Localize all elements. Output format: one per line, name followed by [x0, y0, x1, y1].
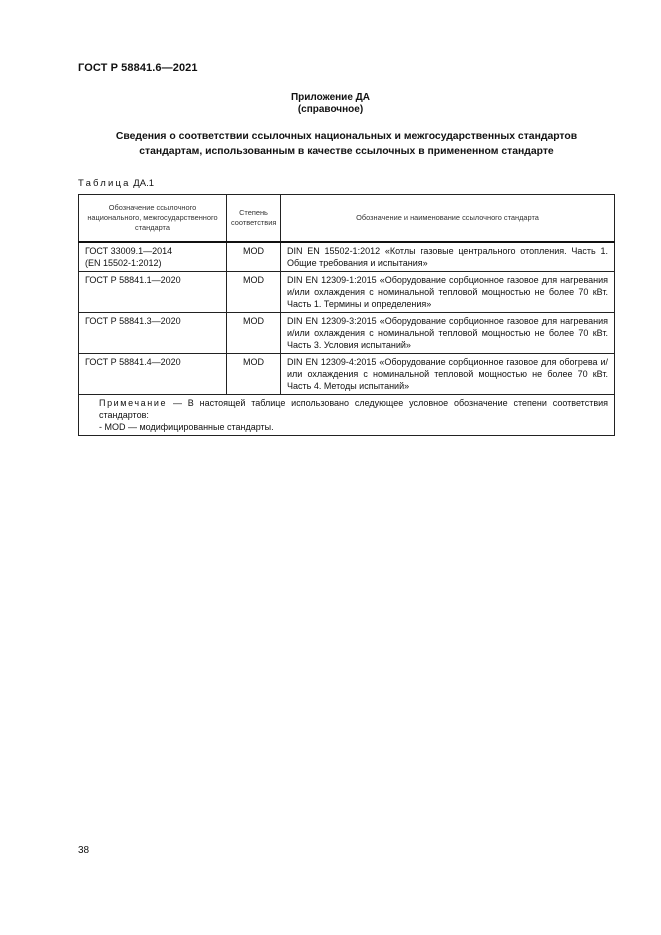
row-designation — [79, 242, 227, 272]
note-text — [85, 397, 608, 421]
designation-line: ГОСТ 33009.1—2014 — [85, 246, 173, 256]
note-item: - MOD — модифицированные стандарты. — [99, 422, 274, 432]
row-degree: MOD — [227, 313, 281, 354]
appendix-title: Приложение ДА — [290, 92, 371, 103]
row-designation — [79, 354, 227, 395]
table-row — [79, 272, 615, 313]
row-degree: MOD — [227, 242, 281, 272]
row-description: DIN EN 12309-3:2015 «Оборудование сорбционное газовое для нагревания и/или охлаждения с номинальной тепловой мощностью не более 70 кВт. Часть 3. Условия испытаний» — [281, 313, 615, 354]
header-designation: Обозначение ссылочного национального, межгосударственного стандарта — [79, 195, 227, 243]
table-header-row — [79, 195, 615, 243]
note-body: — В настоящей таблице использовано следующее условное обозначение степени соответствия стандартов: — [99, 398, 608, 420]
section-heading-line-1: Сведения о соответствии ссылочных национальных и межгосударственных стандартов — [115, 131, 578, 142]
standards-table — [78, 194, 615, 436]
appendix-subtitle: (справочное) — [297, 104, 364, 115]
table-note — [79, 395, 615, 436]
table-caption-label: Таблица — [78, 178, 131, 189]
section-heading — [78, 129, 615, 159]
designation-line: (EN 15502-1:2012) — [85, 258, 162, 268]
row-description: DIN EN 12309-1:2015 «Оборудование сорбционное газовое для нагревания и/или охлаждения с номинальной тепловой мощностью не более 70 кВт. Часть 1. Термины и определения» — [281, 272, 615, 313]
appendix-heading — [0, 92, 661, 116]
table-caption — [78, 178, 154, 189]
table-row — [79, 354, 615, 395]
page-number: 38 — [78, 845, 90, 856]
row-designation — [79, 313, 227, 354]
section-heading-line-2: стандартам, использованным в качестве ссылочных в примененном стандарте — [139, 146, 554, 157]
row-description: DIN EN 15502-1:2012 «Котлы газовые центрального отопления. Часть 1. Общие требования и испытания» — [281, 242, 615, 272]
row-degree: MOD — [227, 354, 281, 395]
header-degree: Степень соответствия — [227, 195, 281, 243]
table-caption-number: ДА.1 — [133, 178, 154, 189]
row-degree: MOD — [227, 272, 281, 313]
row-designation — [79, 272, 227, 313]
designation-line: ГОСТ Р 58841.3—2020 — [85, 316, 181, 326]
document-code: ГОСТ Р 58841.6—2021 — [78, 62, 198, 74]
designation-line: ГОСТ Р 58841.4—2020 — [85, 357, 181, 367]
table-row — [79, 313, 615, 354]
row-description: DIN EN 12309-4:2015 «Оборудование сорбционное газовое для обогрева и/или охлаждения с номинальной тепловой мощностью не более 70 кВт. Часть 4. Методы испытаний» — [281, 354, 615, 395]
table-note-row — [79, 395, 615, 436]
note-label: Примечание — [99, 398, 168, 408]
header-reference-standard: Обозначение и наименование ссылочного стандарта — [281, 195, 615, 243]
designation-line: ГОСТ Р 58841.1—2020 — [85, 275, 181, 285]
table-row — [79, 242, 615, 272]
